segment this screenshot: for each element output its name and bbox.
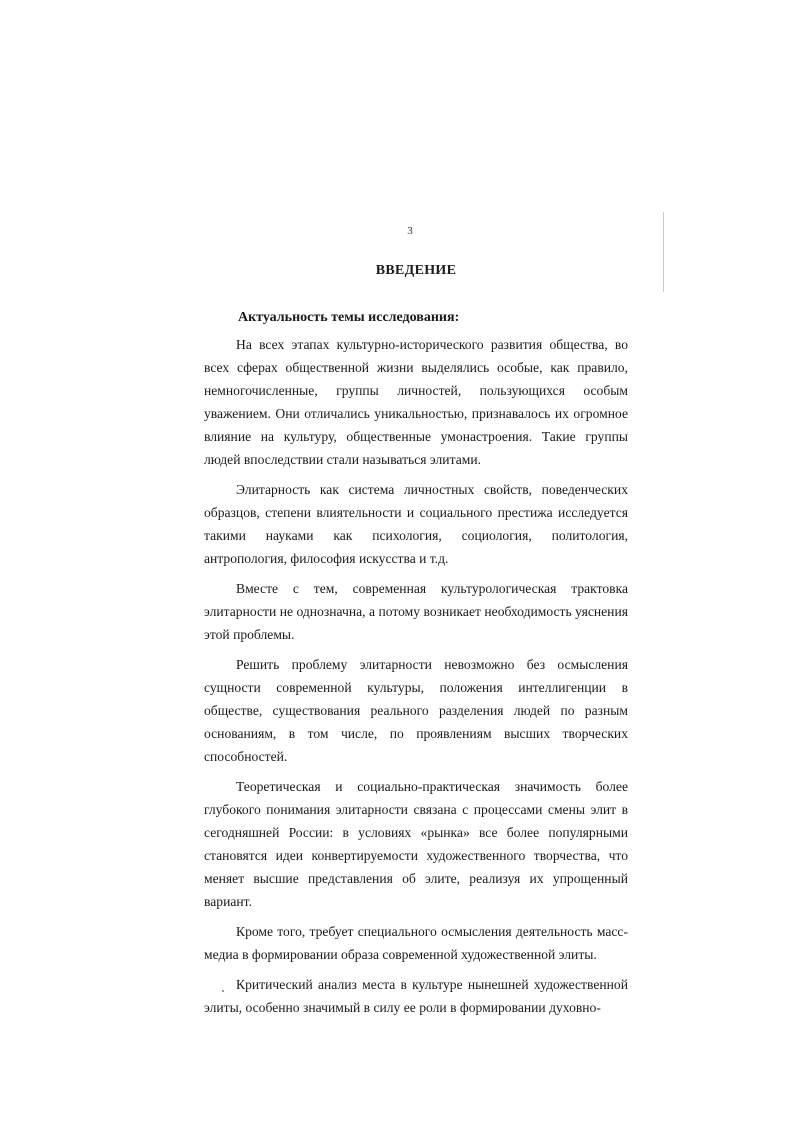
body-text xyxy=(204,333,628,1026)
paragraph: Элитарность как система личностных свойств, поведенческих образцов, степени влиятельности и социального престижа исследуется такими науками как психология, социология, политология, антропология, философия искусства и т.д. xyxy=(204,482,628,566)
paragraph: Теоретическая и социально-практическая значимость более глубокого понимания элитарности связана с процессами смены элит в сегодняшней России: в условиях «рынка» все более популярными становятся идеи конвертируемости художественного творчества, что меняет высшие представления об элите, реализуя их упрощенный вариант. xyxy=(204,779,628,909)
section-subheading: Актуальность темы исследования: xyxy=(238,310,460,325)
chapter-heading: ВВЕДЕНИЕ xyxy=(375,263,457,278)
scan-edge-mark xyxy=(663,212,664,292)
paragraph: На всех этапах культурно-исторического развития общества, во всех сферах общественной жизни выделялись особые, как правило, немногочисленные, группы личностей, пользующихся особым уважением. Они отличались уникальностью, признавалось их огромное влияние на культуру, общественные умонастроения. Такие группы людей впоследствии стали называться элитами. xyxy=(204,337,628,467)
paragraph: Решить проблему элитарности невозможно без осмысления сущности современной культуры, положения интеллигенции в обществе, существования реального разделения людей по разным основаниям, в том числе, по проявлениям высших творческих способностей. xyxy=(204,657,628,764)
paragraph: Критический анализ места в культуре нынешней художественной элиты, особенно значимый в силу ее роли в формировании духовно- xyxy=(204,977,628,1015)
paragraph: Кроме того, требует специального осмысления деятельность масс-медиа в формировании образа современной художественной элиты. xyxy=(204,924,628,962)
paragraph: Вместе с тем, современная культурологическая трактовка элитарности не однозначна, а потому возникает необходимость уяснения этой проблемы. xyxy=(204,581,628,642)
scan-speck xyxy=(222,990,224,992)
page-number: 3 xyxy=(407,225,413,237)
